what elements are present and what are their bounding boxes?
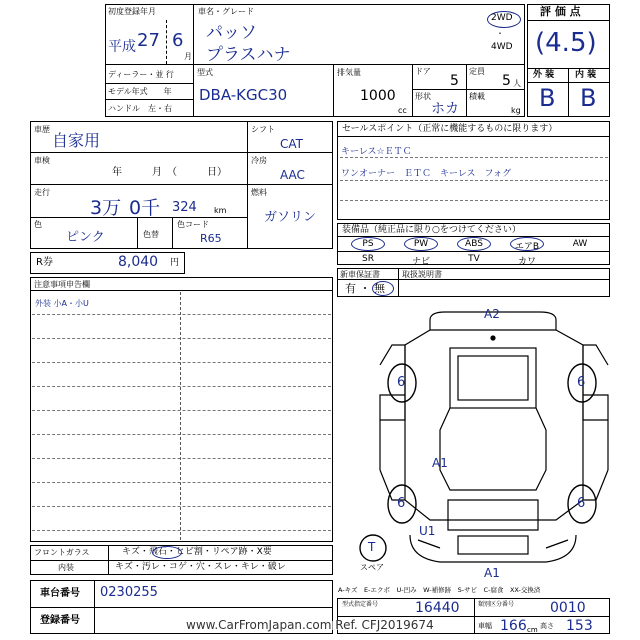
equipment-item: SR <box>362 254 374 264</box>
car-name: パッソ <box>206 23 257 43</box>
mark-front-bumper: A1 <box>484 566 500 580</box>
car-name-label: 車名・グレード <box>198 7 254 16</box>
era: 平成 <box>108 39 136 55</box>
aircon-value: AAC <box>280 168 305 182</box>
shape: ホカ <box>431 101 459 117</box>
displacement: 1000 <box>360 88 396 104</box>
damage-legend: A-キズ E-エクボ U-凹み W-補修跡 S-サビ C-腐食 XX-交換済 <box>338 586 541 594</box>
type-num: 16440 <box>415 600 460 616</box>
displacement-label: 排気量 <box>337 68 361 77</box>
reg-month: 6 <box>172 30 184 51</box>
first-reg-label: 初度登録年月 <box>108 7 156 16</box>
type-label: 型式 <box>197 68 213 77</box>
recycle-label: R券 <box>36 257 53 268</box>
warranty-options: 有 ・ 無 <box>345 282 385 295</box>
mileage-rest: 324 <box>172 200 197 215</box>
reg-year: 27 <box>137 30 160 51</box>
width-value: 166 <box>500 618 527 634</box>
height-value: 153 <box>566 618 593 634</box>
recycle-value: 8,040 <box>118 254 159 270</box>
door-label: ドア <box>415 67 431 76</box>
notes-line-1: 外装 小A・小U <box>35 299 89 308</box>
sales-line-1: キーレス☆ＥＴＣ <box>341 147 412 157</box>
equipment-item: ナビ <box>411 257 430 267</box>
class-num-label: 類別区分番号 <box>478 601 515 608</box>
handle-label: ハンドル 左・右 <box>108 104 172 113</box>
drive-4wd: 4WD <box>491 42 513 52</box>
mileage-1k: 0千 <box>129 197 161 219</box>
capacity-label: 定員 <box>469 67 485 76</box>
month-unit: 月 <box>184 52 192 61</box>
grade: プラスハナ <box>206 45 291 65</box>
mark-spare: T <box>368 540 376 554</box>
exterior-grade: B <box>539 84 556 112</box>
inspection-label: 車検 <box>34 156 50 165</box>
aircon-label: 冷房 <box>251 156 267 165</box>
mark-tire-fr: 6 <box>577 496 586 511</box>
kg-unit: kg <box>511 106 521 115</box>
inspection-text: 年 月 （ 日） <box>112 167 227 178</box>
sales-line-2: ワンオーナー ＥＴＣ キーレス フォグ <box>341 169 512 179</box>
load-label: 積載 <box>469 92 485 101</box>
mileage-label: 走行 <box>34 188 50 197</box>
manual-label: 取扱説明書 <box>402 270 442 279</box>
mark-hood: A1 <box>432 456 448 470</box>
fuel-label: 燃料 <box>251 188 267 197</box>
mark-roof: A2 <box>484 307 500 321</box>
score-value: (4.5) <box>535 28 597 58</box>
front-glass-label: フロントガラス <box>34 548 90 557</box>
color-label: 色 <box>34 220 42 229</box>
shift-value: CAT <box>280 137 303 151</box>
drive-dot: ・ <box>496 29 504 38</box>
type-num-label: 型式指定番号 <box>342 601 379 608</box>
equipment-item: カワ <box>517 257 536 267</box>
cc-unit: cc <box>398 106 407 115</box>
class-num: 0010 <box>550 600 586 616</box>
chassis-number: 0230255 <box>100 585 158 600</box>
km-unit: km <box>214 206 227 215</box>
sales-label: セールスポイント（正常に機能するものに限ります） <box>342 124 558 134</box>
usage-value: 自家用 <box>52 131 101 150</box>
drive-2wd: 2WD <box>491 13 513 23</box>
watermark: www.CarFromJapan.com Ref. CFJ2019674 <box>186 618 434 632</box>
capacity-unit: 人 <box>513 79 521 88</box>
length-unit: cm <box>527 626 538 634</box>
equipment-item: エアB <box>514 242 540 252</box>
equipment-item: ABS <box>465 239 483 249</box>
mark-tire-rr: 6 <box>577 375 586 390</box>
mileage-10k: 3万 <box>90 197 122 219</box>
interior-label: 内装 <box>58 563 74 572</box>
chassis-label: 車台番号 <box>40 588 80 599</box>
mark-tire-rl: 6 <box>397 375 406 390</box>
reg-label: 登録番号 <box>40 615 80 626</box>
color-code: R65 <box>200 232 222 245</box>
interior-grade: B <box>580 84 597 112</box>
recycle-unit: 円 <box>170 258 180 268</box>
width-label: 車幅 <box>478 622 492 630</box>
color-value: ピンク <box>66 230 105 245</box>
spare-label: スペア <box>360 563 384 572</box>
front-glass-options: キズ・飛石・ヒビ割・リペア跡・X要 <box>122 547 272 557</box>
shape-label: 形状 <box>415 92 431 101</box>
model-year-label: モデル年式 年 <box>108 87 172 96</box>
height-label: 高さ <box>540 622 554 630</box>
fuel-value: ガソリン <box>264 210 317 225</box>
shift-label: シフト <box>251 125 275 134</box>
mark-tire-fl: 6 <box>397 496 406 511</box>
equipment-item: PS <box>362 239 374 249</box>
equipment-item: TV <box>468 254 480 264</box>
exterior-label: 外 装 <box>533 70 555 80</box>
notes-label: 注意事項申告欄 <box>34 280 90 289</box>
equipment-item: AW <box>572 239 588 249</box>
color-code-label: 色コード <box>177 220 209 229</box>
score-label: 評 価 点 <box>540 5 581 18</box>
interior-options: キズ・汚レ・コゲ・穴・スレ・キレ・破レ <box>115 562 286 572</box>
color-swap-label: 色替 <box>143 230 159 239</box>
equipment-item: PW <box>413 239 429 249</box>
usage-label: 車歴 <box>34 125 50 134</box>
equipment-label: 装備品（純正品に限り○をつけてください） <box>342 225 521 235</box>
doors: 5 <box>450 73 459 89</box>
capacity: 5 <box>502 73 511 89</box>
warranty-label: 新車保証書 <box>340 270 380 279</box>
mark-front-left: U1 <box>419 524 436 538</box>
dealer-label: ディーラー・並 行 <box>108 70 174 79</box>
interior-label: 内 装 <box>575 70 597 80</box>
type-value: DBA-KGC30 <box>199 86 288 104</box>
